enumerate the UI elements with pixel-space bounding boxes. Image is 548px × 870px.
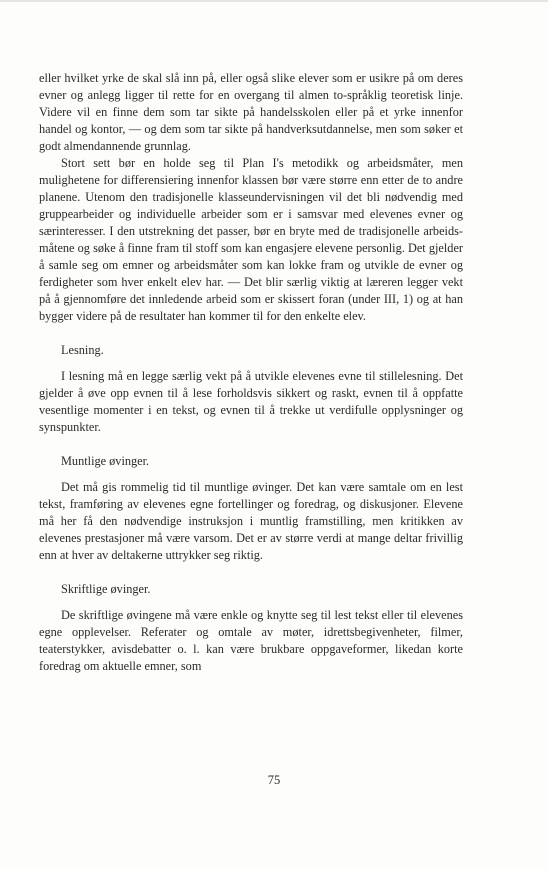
section-heading-muntlige-ovinger: Muntlige øvinger. [61, 454, 150, 468]
section-text-lesning: I lesning må en legge særlig vekt på å utvikle elevenes evne til stillelesning. Det gjelder å øve opp evnen til å lese forholdsvis sikkert og raskt, evnen til å oppfatte vesentlige momenter i en tekst, og evnen til å trekke ut verdifulle opplysninger og synspunkter. [39, 369, 463, 434]
paragraph-plan-methodology: Stort sett bør en holde seg til Plan I's metodikk og arbeidsmåter, men mulighetene for differensiering innenfor klassen bør være større enn etter de to andre planene. Utenom den tradisjonelle klasseundervisningen vil det bli nødvendig med gruppearbeider og individuelle arbeider som er i samsvar med elevenes evner og særinteresser. I den utstrekning det passer, bør en bryte med de tradisjonelle arbeidsmåtene og søke å finne fram til stoff som kan engasjere elevene personlig. Det gjelder å samle seg om emner og arbeidsmåter som kan lokke fram og utvikle de evner og ferdigheter som hver enkelt elev har. — Det blir særlig viktig at læreren legger vekt på å gjennomføre det innledende arbeid som er skissert foran (under III, 1) og at han bygger videre på de resultater han kommer til for den enkelte elev. [39, 156, 463, 323]
page-number: 75 [267, 773, 281, 787]
section-heading-lesning: Lesning. [61, 343, 104, 357]
section-text-skriftlige-ovinger: De skriftlige øvingene må være enkle og knytte seg til lest tekst eller til elevenes egne opplevelser. Referater og omtale av møter, idrettsbegivenheter, filmer, teaterstykker, avisdebatter o. l. kan være brukbare oppgaveformer, likedan korte foredrag om aktuelle emner, som [39, 608, 463, 673]
section-text-muntlige-ovinger: Det må gis rommelig tid til muntlige øvinger. Det kan være samtale om en lest tekst, framføring av elevenes egne fortellinger og foredrag, og diskusjoner. Elevene må her få den nødvendige instruksjon i muntlig framstilling, men kritikken av elevenes prestasjoner må være varsom. Det er av større verdi at mange deltar frivillig enn at hver av deltakerne uttrykker seg riktig. [39, 480, 463, 562]
paragraph-continuation: eller hvilket yrke de skal slå inn på, eller også slike elever som er usikre på om deres evner og anlegg ligger til rette for en overgang til almen to-språklig teoretisk linje. Videre vil en finne dem som tar sikte på handelsskolen eller på et yrke innenfor handel og kontor, — og dem som tar sikte på handverksutdannelse, men som søker et godt almendannende grunnlag. [39, 71, 463, 153]
section-heading-skriftlige-ovinger: Skriftlige øvinger. [61, 582, 151, 596]
book-page-text [39, 70, 463, 675]
page-top-edge [0, 0, 548, 2]
